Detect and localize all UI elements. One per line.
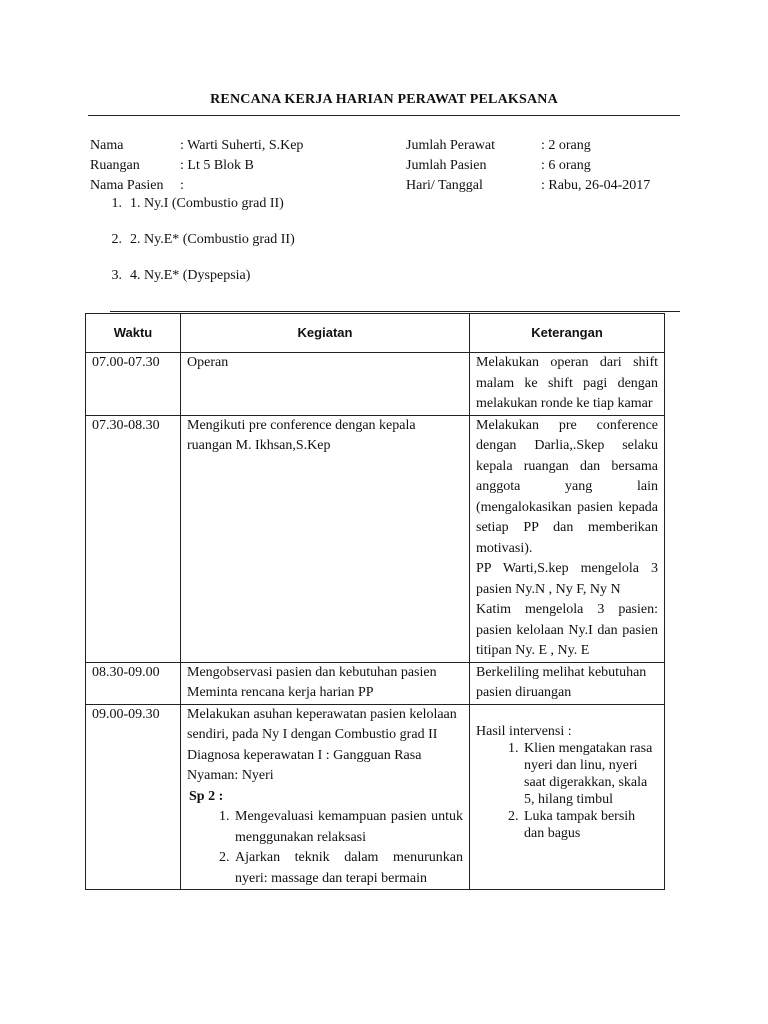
info-value: : [180, 178, 184, 193]
info-value: : Lt 5 Blok B [180, 158, 254, 173]
patient-number: 3. [111, 268, 122, 283]
activity-cell [181, 353, 470, 416]
activity-text: Operan [187, 355, 229, 370]
activity-text: Meminta rencana kerja harian PP [187, 685, 374, 700]
document-title: RENCANA KERJA HARIAN PERAWAT PELAKSANA [210, 92, 558, 107]
info-row-jumlah-perawat [406, 136, 650, 156]
info-label: Nama [90, 138, 124, 153]
info-label: Jumlah Pasien [406, 158, 487, 173]
info-row-hari-tanggal [406, 176, 650, 196]
list-item: 2. Luka tampak bersih dan bagus [522, 808, 658, 842]
info-value: : Warti Suherti, S.Kep [180, 138, 304, 153]
info-left [90, 136, 303, 196]
time-cell: 09.00-09.30 [86, 704, 181, 890]
patient-item [90, 196, 284, 212]
note-cell [470, 415, 665, 662]
info-row-nama-pasien [90, 176, 303, 196]
note-cell [470, 704, 665, 890]
time-cell: 07.30-08.30 [86, 415, 181, 662]
table-row [86, 704, 665, 890]
header-waktu: Waktu [86, 314, 181, 353]
note-text: Berkeliling melihat kebutuhan pasien diruangan [476, 664, 647, 700]
info-value: : Rabu, 26-04-2017 [541, 178, 651, 193]
header-kegiatan: Kegiatan [181, 314, 470, 353]
patient-number: 2. [111, 232, 122, 247]
table-row [86, 415, 665, 662]
info-label: Jumlah Perawat [406, 138, 496, 153]
note-cell [470, 353, 665, 416]
patient-text: 4. Ny.E* (Dyspepsia) [130, 268, 251, 283]
list-item: 1. Mengevaluasi kemampuan pasien untuk menggunakan relaksasi [233, 807, 463, 848]
table-header-row [86, 314, 665, 353]
table-row [86, 662, 665, 704]
note-title: Hasil intervensi : [476, 723, 572, 739]
info-row-jumlah-pasien [406, 156, 650, 176]
activity-cell [181, 704, 470, 890]
activity-cell [181, 662, 470, 704]
schedule-table [85, 313, 665, 890]
activity-text: Mengikuti pre conference dengan kepala ruangan M. Ikhsan,S.Kep [187, 417, 416, 453]
activity-text: Diagnosa keperawatan I : Gangguan Rasa Nyaman: Nyeri [187, 747, 422, 783]
time-cell: 07.00-07.30 [86, 353, 181, 416]
activity-cell [181, 415, 470, 662]
sp-label: Sp 2 : [189, 788, 224, 804]
note-text: Katim mengelola 3 pasien: pasien kelolaan Ny.I dan pasien titipan Ny. E , Ny. E [476, 602, 658, 658]
info-label: Ruangan [90, 158, 140, 173]
activity-text: Melakukan asuhan keperawatan pasien kelolaan sendiri, pada Ny I dengan Combustio grad II [187, 706, 457, 742]
patient-item [90, 268, 250, 284]
note-cell [470, 662, 665, 704]
table-row [86, 353, 665, 416]
patient-text: 2. Ny.E* (Combustio grad II) [130, 232, 295, 247]
sp-list [187, 807, 463, 889]
list-item: 1. Klien mengatakan rasa nyeri dan linu, nyeri saat digerakkan, skala 5, hilang timbul [522, 740, 658, 808]
info-row-nama [90, 136, 303, 156]
result-list [476, 740, 658, 842]
time-cell: 08.30-09.00 [86, 662, 181, 704]
info-value: : 2 orang [541, 138, 591, 153]
activity-text: Mengobservasi pasien dan kebutuhan pasien [187, 664, 437, 680]
note-text: Melakukan operan dari shift malam ke shift pagi dengan melakukan ronde ke tiap kamar [476, 355, 658, 411]
patient-item [90, 232, 295, 248]
section-divider [110, 311, 680, 312]
info-right [406, 136, 650, 196]
patient-number: 1. [111, 196, 122, 211]
list-item: 2. Ajarkan teknik dalam menurunkan nyeri: massage dan terapi bermain [233, 848, 463, 889]
header-keterangan: Keterangan [470, 314, 665, 353]
info-label: Nama Pasien [90, 178, 164, 193]
info-value: : 6 orang [541, 158, 591, 173]
info-row-ruangan [90, 156, 303, 176]
note-text: PP Warti,S.kep mengelola 3 pasien Ny.N , Ny F, Ny N [476, 561, 658, 597]
title-divider [88, 115, 680, 116]
note-text: Melakukan pre conference dengan Darlia,.Skep selaku kepala ruangan dan bersama anggota yang lain (mengalokasikan pasien kepada setiap PP dan memberikan motivasi). [476, 417, 658, 556]
patient-text: 1. Ny.I (Combustio grad II) [130, 196, 284, 211]
info-label: Hari/ Tanggal [406, 178, 483, 193]
